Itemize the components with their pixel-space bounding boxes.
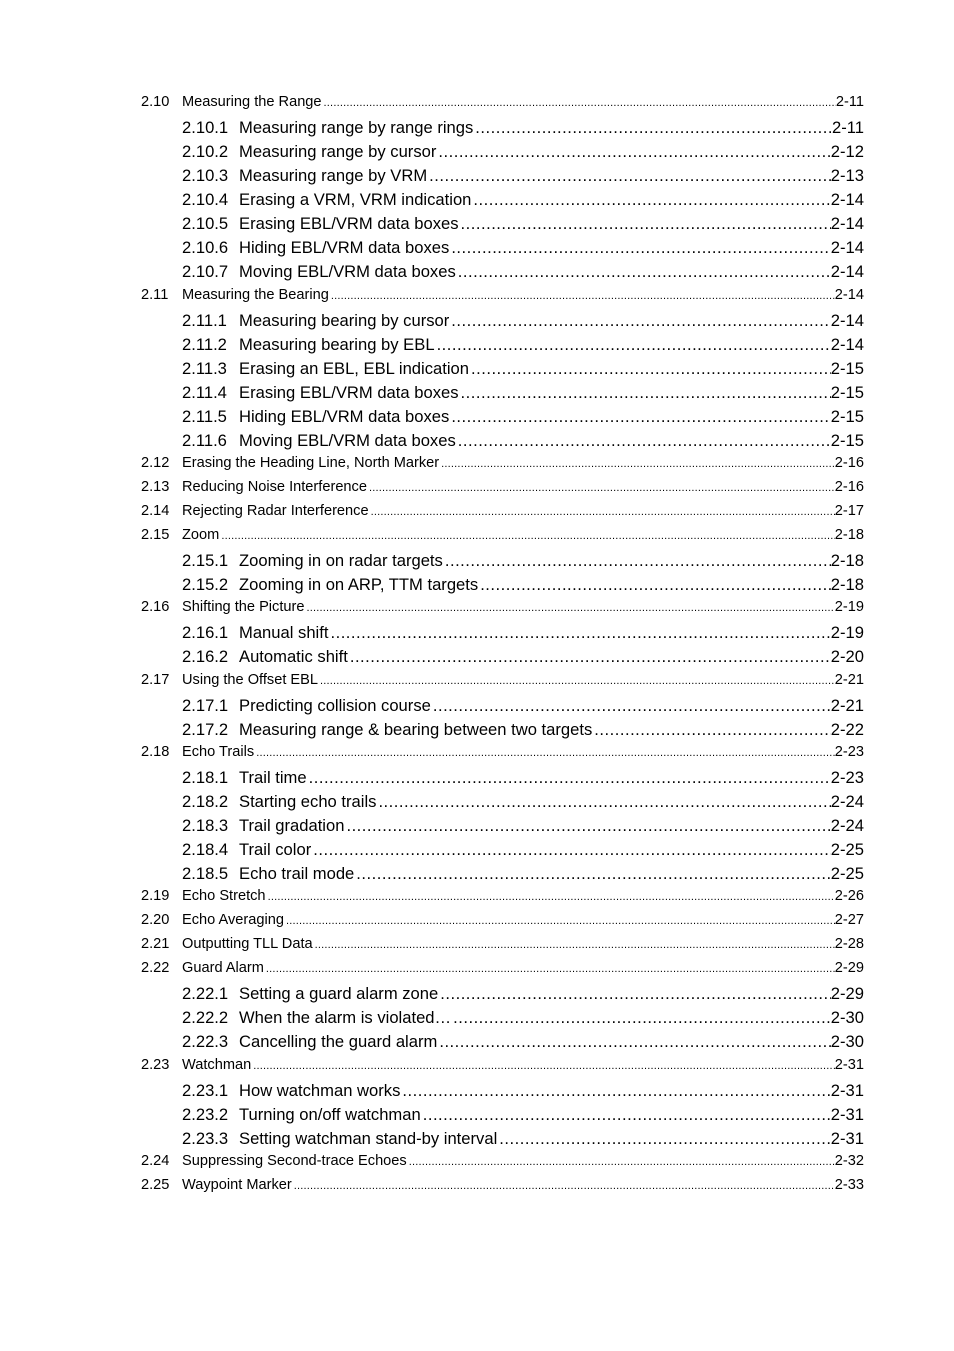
toc-page-number: 2-15 [830, 382, 864, 402]
toc-dot-leader [221, 530, 834, 542]
toc-dot-leader [433, 696, 831, 716]
toc-entry-title: Hiding EBL/VRM data boxes [239, 238, 450, 258]
toc-subsection-entry[interactable] [141, 1030, 864, 1054]
toc-page-number: 2-18 [834, 527, 864, 544]
toc-dot-leader [378, 792, 830, 812]
toc-page-number: 2-31 [834, 1056, 864, 1073]
toc-dot-leader [350, 647, 831, 667]
toc-entry-number: 2.17 [141, 671, 170, 688]
toc-entry-number: 2.12 [141, 454, 170, 471]
toc-section-entry[interactable] [141, 285, 864, 309]
toc-entry-number: 2.18.1 [182, 767, 229, 787]
toc-dot-leader [473, 190, 830, 210]
toc-entry-number: 2.10.3 [182, 166, 229, 186]
toc-dot-leader [458, 262, 831, 282]
toc-entry-title: Moving EBL/VRM data boxes [239, 262, 456, 282]
toc-entry-number: 2.11.5 [182, 406, 227, 426]
toc-page-number: 2-25 [830, 839, 864, 859]
toc-page-number: 2-30 [830, 1032, 864, 1052]
toc-entry-number: 2.10.4 [182, 190, 229, 210]
toc-page-number: 2-11 [835, 94, 864, 110]
toc-page-number: 2-15 [830, 406, 864, 426]
toc-dot-leader [453, 1008, 831, 1028]
toc-dot-leader [315, 939, 835, 951]
toc-entry-title: How watchman works [239, 1080, 401, 1100]
toc-subsection-entry[interactable] [141, 357, 864, 381]
toc-page-number: 2-32 [834, 1152, 864, 1169]
toc-entry-number: 2.22.3 [182, 1032, 229, 1052]
toc-entry-title: Erasing a VRM, VRM indication [239, 190, 472, 210]
toc-entry-number: 2.18.2 [182, 791, 229, 811]
toc-section-entry[interactable] [141, 1175, 864, 1199]
toc-subsection-entry[interactable] [141, 573, 864, 597]
toc-entry-number: 2.11.4 [182, 382, 227, 402]
toc-page-number: 2-14 [830, 190, 864, 210]
toc-entry-number: 2.20 [141, 912, 170, 929]
toc-entry-number: 2.10 [141, 94, 170, 110]
toc-page-number: 2-25 [830, 864, 864, 883]
toc-entry-number: 2.22.2 [182, 1008, 229, 1028]
toc-entry-title: Starting echo trails [239, 791, 377, 811]
toc-dot-leader [402, 1081, 830, 1101]
toc-entry-title: Echo trail mode [239, 864, 355, 883]
toc-entry-title: Moving EBL/VRM data boxes [239, 430, 456, 450]
toc-dot-leader [475, 118, 832, 138]
toc-subsection-entry[interactable] [141, 1103, 864, 1127]
toc-dot-leader [266, 963, 835, 975]
toc-section-entry[interactable] [141, 525, 864, 549]
toc-entry-number: 2.15 [141, 527, 170, 544]
toc-dot-leader [309, 768, 831, 788]
toc-dot-leader [461, 383, 831, 403]
toc-entry-number: 2.18 [141, 743, 170, 760]
toc-entry-number: 2.18.3 [182, 815, 229, 835]
toc-page-number: 2-14 [834, 286, 864, 303]
toc-page-number: 2-23 [834, 743, 864, 760]
toc-entry-title: When the alarm is violated… [239, 1008, 452, 1028]
toc-page-number: 2-20 [830, 647, 864, 667]
toc-entry-number: 2.18.5 [182, 864, 229, 883]
toc-dot-leader [441, 458, 835, 470]
toc-page-number: 2-16 [834, 454, 864, 471]
toc-subsection-entry[interactable] [141, 621, 864, 645]
toc-dot-leader [356, 864, 830, 884]
toc-dot-leader [268, 891, 835, 903]
toc-entry-number: 2.15.1 [182, 551, 229, 571]
toc-subsection-entry[interactable] [141, 236, 864, 260]
toc-section-entry[interactable] [141, 886, 864, 910]
toc-section-entry[interactable] [141, 1151, 864, 1175]
toc-entry-title: Predicting collision course [239, 695, 431, 715]
toc-page-number: 2-14 [830, 334, 864, 354]
toc-entry-number: 2.10.5 [182, 214, 229, 234]
toc-dot-leader [313, 840, 831, 860]
toc-entry-number: 2.25 [141, 1176, 170, 1193]
toc-dot-leader [471, 359, 831, 379]
toc-entry-title: Zoom [182, 527, 220, 544]
toc-page-number: 2-14 [830, 262, 864, 282]
toc-page-number: 2-14 [830, 238, 864, 258]
toc-page-number: 2-29 [830, 984, 864, 1004]
toc-dot-leader [409, 1156, 835, 1168]
toc-page-number: 2-27 [834, 912, 864, 929]
toc-dot-leader [594, 720, 830, 740]
toc-subsection-entry[interactable] [141, 1127, 864, 1151]
toc-entry-number: 2.16.1 [182, 623, 229, 643]
toc-entry-title: Zooming in on ARP, TTM targets [239, 575, 479, 595]
toc-page-number: 2-15 [830, 430, 864, 450]
toc-dot-leader [499, 1129, 831, 1149]
toc-page-number: 2-23 [830, 767, 864, 787]
toc-subsection-entry[interactable] [141, 694, 864, 718]
toc-page-number: 2-22 [830, 719, 864, 739]
toc-section-entry[interactable] [141, 958, 864, 982]
toc-entry-title: Turning on/off watchman [239, 1104, 421, 1124]
toc-dot-leader [346, 816, 830, 836]
toc-section-entry[interactable] [141, 1055, 864, 1079]
toc-entry-number: 2.17.1 [182, 695, 229, 715]
toc-entry-number: 2.10.7 [182, 262, 229, 282]
toc-entry-number: 2.23 [141, 1056, 170, 1073]
toc-entry-title: Rejecting Radar Interference [182, 503, 369, 520]
toc-subsection-entry[interactable] [141, 381, 864, 405]
toc-page-number: 2-21 [834, 671, 864, 688]
toc-subsection-entry[interactable] [141, 645, 864, 669]
toc-entry-number: 2.10.6 [182, 238, 229, 258]
toc-entry-title: Measuring range & bearing between two targets [239, 719, 593, 739]
toc-subsection-entry[interactable] [141, 164, 864, 188]
toc-entry-title: Setting watchman stand-by interval [239, 1128, 498, 1148]
toc-dot-leader [437, 335, 831, 355]
toc-entry-number: 2.21 [141, 936, 170, 953]
toc-page-number: 2-16 [834, 479, 864, 495]
toc-entry-title: Measuring the Bearing [182, 286, 329, 303]
toc-page-number: 2-13 [830, 166, 864, 186]
toc-dot-leader [286, 915, 835, 927]
toc-section-entry[interactable] [141, 670, 864, 694]
toc-dot-leader [458, 431, 831, 451]
toc-subsection-entry[interactable] [141, 333, 864, 357]
toc-subsection-entry[interactable] [141, 766, 864, 790]
toc-entry-number: 2.15.2 [182, 575, 229, 595]
toc-section-entry[interactable] [141, 597, 864, 621]
toc-subsection-entry[interactable] [141, 1079, 864, 1103]
toc-entry-number: 2.22 [141, 960, 170, 977]
toc-entry-title: Setting a guard alarm zone [239, 984, 439, 1004]
toc-subsection-entry[interactable] [141, 212, 864, 236]
toc-dot-leader [330, 623, 830, 643]
toc-subsection-entry[interactable] [141, 718, 864, 742]
toc-entry-title: Measuring bearing by cursor [239, 310, 450, 330]
toc-page-number: 2-33 [834, 1176, 864, 1193]
toc-section-entry[interactable] [141, 934, 864, 958]
toc-page-number: 2-31 [830, 1128, 864, 1148]
toc-dot-leader [439, 1032, 830, 1052]
toc-dot-leader [307, 602, 835, 614]
toc-entry-title: Erasing EBL/VRM data boxes [239, 214, 459, 234]
toc-page-number: 2-26 [834, 888, 864, 905]
toc-entry-title: Echo Averaging [182, 912, 284, 929]
toc-subsection-entry[interactable] [141, 405, 864, 429]
toc-entry-number: 2.16 [141, 599, 170, 616]
toc-entry-number: 2.11.6 [182, 430, 227, 450]
toc-entry-title: Echo Stretch [182, 888, 266, 905]
toc-entry-title: Measuring range by VRM [239, 166, 428, 186]
toc-dot-leader [429, 166, 831, 186]
toc-page-number: 2-29 [834, 960, 864, 977]
toc-dot-leader [331, 290, 835, 302]
toc-entry-title: Zooming in on radar targets [239, 551, 443, 571]
toc-page-number: 2-24 [830, 815, 864, 835]
toc-entry-number: 2.19 [141, 888, 170, 905]
toc-entry-number: 2.11.2 [182, 334, 227, 354]
toc-entry-title: Hiding EBL/VRM data boxes [239, 406, 450, 426]
toc-entry-title: Trail time [239, 767, 307, 787]
toc-entry-title: Erasing an EBL, EBL indication [239, 358, 469, 378]
toc-entry-title: Waypoint Marker [182, 1176, 292, 1193]
toc-entry-number: 2.11.1 [182, 310, 227, 330]
toc-page-number: 2-30 [830, 1008, 864, 1028]
toc-dot-leader [423, 1105, 831, 1125]
toc-dot-leader [371, 506, 835, 518]
toc-dot-leader [451, 311, 830, 331]
toc-page-number: 2-31 [830, 1080, 864, 1100]
toc-page-number: 2-18 [830, 551, 864, 571]
toc-section-entry[interactable] [141, 477, 864, 501]
toc-dot-leader [438, 142, 830, 162]
toc-entry-number: 2.14 [141, 503, 170, 520]
toc-entry-number: 2.23.1 [182, 1080, 229, 1100]
toc-entry-number: 2.10.1 [182, 118, 229, 138]
toc-page-number: 2-19 [834, 599, 864, 616]
toc-page-number: 2-14 [830, 310, 864, 330]
toc-page-number: 2-24 [830, 791, 864, 811]
toc-subsection-entry[interactable] [141, 838, 864, 862]
toc-page-number: 2-28 [834, 936, 864, 953]
toc-section-entry[interactable] [141, 910, 864, 934]
toc-entry-title: Outputting TLL Data [182, 936, 313, 953]
toc-entry-number: 2.22.1 [182, 984, 229, 1004]
toc-entry-number: 2.10.2 [182, 142, 229, 162]
toc-section-entry[interactable] [141, 742, 864, 766]
toc-page-number: 2-17 [834, 503, 864, 520]
toc-subsection-entry[interactable] [141, 116, 864, 140]
toc-entry-number: 2.23.2 [182, 1104, 229, 1124]
toc-dot-leader [324, 97, 836, 109]
toc-subsection-entry[interactable] [141, 260, 864, 284]
toc-dot-leader [440, 984, 831, 1004]
toc-entry-title: Measuring range by range rings [239, 118, 474, 138]
toc-page-number: 2-18 [830, 575, 864, 595]
toc-subsection-entry[interactable] [141, 549, 864, 573]
toc-section-entry[interactable] [141, 453, 864, 477]
toc-entry-title: Measuring range by cursor [239, 142, 437, 162]
toc-entry-title: Shifting the Picture [182, 599, 305, 616]
toc-page-number: 2-31 [830, 1104, 864, 1124]
toc-entry-title: Guard Alarm [182, 960, 264, 977]
toc-entry-number: 2.17.2 [182, 719, 229, 739]
toc-dot-leader [451, 238, 830, 258]
toc-entry-number: 2.16.2 [182, 647, 229, 667]
toc-section-entry[interactable] [141, 92, 864, 116]
toc-entry-title: Measuring bearing by EBL [239, 334, 435, 354]
toc-subsection-entry[interactable] [141, 790, 864, 814]
toc-subsection-entry[interactable] [141, 982, 864, 1006]
toc-entry-number: 2.18.4 [182, 839, 229, 859]
toc-subsection-entry[interactable] [141, 188, 864, 212]
toc-page-number: 2-12 [830, 142, 864, 162]
toc-dot-leader [320, 675, 835, 687]
toc-entry-title: Suppressing Second-trace Echoes [182, 1152, 407, 1169]
toc-subsection-entry[interactable] [141, 862, 864, 886]
toc-entry-title: Erasing the Heading Line, North Marker [182, 454, 440, 471]
toc-dot-leader [445, 551, 831, 571]
toc-dot-leader [369, 482, 835, 494]
toc-entry-title: Cancelling the guard alarm [239, 1032, 438, 1052]
toc-entry-number: 2.23.3 [182, 1128, 229, 1148]
toc-section-entry[interactable] [141, 501, 864, 525]
toc-entry-title: Automatic shift [239, 647, 348, 667]
toc-entry-number: 2.11.3 [182, 358, 227, 378]
toc-subsection-entry[interactable] [141, 814, 864, 838]
toc-subsection-entry[interactable] [141, 429, 864, 453]
toc-entry-number: 2.11 [141, 286, 169, 303]
toc-subsection-entry[interactable] [141, 309, 864, 333]
toc-dot-leader [451, 407, 830, 427]
toc-entry-title: Using the Offset EBL [182, 671, 319, 688]
toc-page-number: 2-14 [830, 214, 864, 234]
toc-entry-title: Reducing Noise Interference [182, 479, 367, 495]
toc-dot-leader [461, 214, 831, 234]
toc-entry-number: 2.24 [141, 1152, 170, 1169]
toc-dot-leader [256, 747, 835, 759]
toc-subsection-entry[interactable] [141, 1006, 864, 1030]
toc-entry-title: Echo Trails [182, 743, 255, 760]
toc-dot-leader [480, 575, 831, 595]
toc-entry-title: Measuring the Range [182, 94, 322, 110]
toc-entry-title: Trail gradation [239, 815, 345, 835]
toc-page-number: 2-19 [830, 623, 864, 643]
toc-entry-title: Erasing EBL/VRM data boxes [239, 382, 459, 402]
toc-page-number: 2-11 [832, 118, 864, 138]
toc-entry-number: 2.13 [141, 479, 170, 495]
toc-dot-leader [294, 1180, 835, 1192]
toc-page-number: 2-15 [830, 358, 864, 378]
toc-subsection-entry[interactable] [141, 140, 864, 164]
toc-entry-title: Manual shift [239, 623, 329, 643]
table-of-contents [141, 92, 864, 1199]
toc-page-number: 2-21 [830, 695, 864, 715]
toc-entry-title: Trail color [239, 839, 312, 859]
toc-entry-title: Watchman [182, 1056, 252, 1073]
toc-dot-leader [253, 1060, 835, 1072]
